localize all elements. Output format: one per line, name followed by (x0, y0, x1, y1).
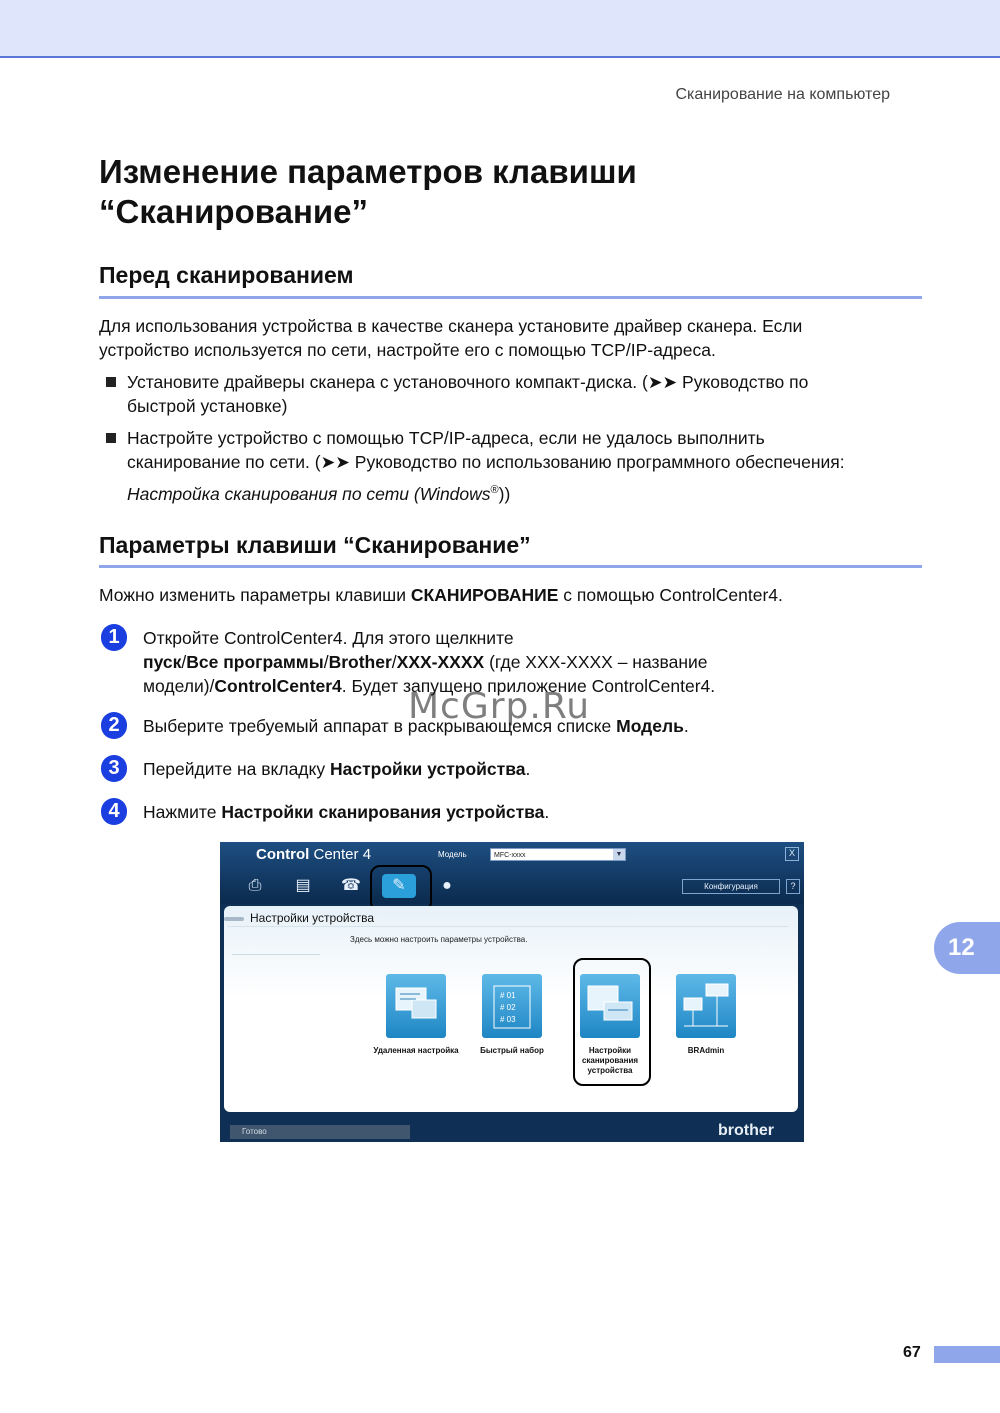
tab-support-icon[interactable]: ● (442, 877, 452, 894)
section-heading-before-scanning: Перед сканированием (99, 262, 354, 288)
watermark: McGrp.Ru (408, 686, 591, 727)
controlcenter4-screenshot (220, 842, 804, 1142)
bullet-item (106, 370, 916, 418)
panel-subtitle: Здесь можно настроить параметры устройства. (350, 935, 528, 944)
section-heading-scan-key-settings: Параметры клавиши “Сканирование” (99, 532, 531, 558)
bradmin-tile[interactable] (676, 974, 736, 1038)
step-4 (101, 800, 921, 824)
intro-bold-key: СКАНИРОВАНИЕ (410, 585, 559, 605)
step-text: Нажмите (143, 802, 222, 822)
divider (232, 954, 320, 955)
speed-dial-tile[interactable] (482, 974, 542, 1038)
bullet-item (106, 426, 916, 506)
step-text: . Будет запущено приложение ControlCenter4. (341, 676, 716, 696)
step-number: 3 (101, 755, 127, 782)
bullet-square-icon (106, 433, 116, 443)
page-title-line2: “Сканирование” (99, 193, 369, 230)
tab-device-settings-icon[interactable]: ✎ (382, 874, 416, 898)
menu-path: пуск (143, 652, 182, 672)
tab-fax-icon[interactable]: ☎ (341, 877, 361, 894)
bullet-line: Настройте устройство с помощью TCP/IP-адреса, если не удалось выполнить (127, 428, 765, 448)
divider (228, 926, 788, 927)
menu-path: Brother (328, 652, 392, 672)
page-number: 67 (903, 1344, 921, 1361)
step-text: . (544, 802, 550, 822)
speed-dial-icon (482, 974, 542, 1038)
path-separator: / (181, 652, 187, 672)
bullet-line (127, 478, 916, 506)
registered-mark: ® (490, 484, 499, 496)
tab-scan-icon[interactable]: ⎙ (248, 877, 262, 894)
tile-label: Удаленная настройка (373, 1046, 459, 1055)
step-text: модели)/ (143, 676, 215, 696)
step-bold: Настройки сканирования устройства (221, 802, 545, 822)
section2-intro (99, 583, 919, 607)
logo-rest: Center 4 (313, 846, 372, 863)
menu-path: Все программы (186, 652, 324, 672)
tile-label: Быстрый набор (480, 1046, 544, 1055)
intro-line: Для использования устройства в качестве сканера установите драйвер сканера. Если (99, 316, 803, 336)
remote-setup-tile[interactable] (386, 974, 446, 1038)
page-title-line1: Изменение параметров клавиши (99, 153, 637, 190)
step-text: Выберите требуемый аппарат в раскрывающемся списке (143, 716, 617, 736)
speed-dial-row: # 01 (500, 991, 516, 1000)
running-header: Сканирование на компьютер (675, 86, 890, 103)
step-number: 2 (101, 712, 127, 739)
status-bar (220, 1120, 804, 1142)
help-button[interactable]: ? (786, 879, 800, 894)
step-text: . (525, 759, 531, 779)
bullet-line: быстрой установке) (127, 396, 288, 416)
manual-reference: Настройка сканирования по сети (Windows (127, 483, 491, 504)
step-bold: Модель (616, 716, 684, 736)
intro-text: с помощью ControlCenter4. (558, 585, 783, 605)
step-text: (где XXX-XXXX – название (484, 652, 708, 672)
menu-path: XXX-XXXX (396, 652, 485, 672)
step-text: . (683, 716, 689, 736)
menu-path: ControlCenter4 (214, 676, 342, 696)
panel-title-bar (224, 917, 244, 921)
page-title (99, 152, 637, 232)
step-text: Перейдите на вкладку (143, 759, 330, 779)
closing-parens: )) (498, 483, 511, 504)
status-text: Готово (230, 1125, 410, 1139)
chevron-down-icon[interactable]: ▼ (613, 849, 625, 860)
device-settings-panel (224, 906, 798, 1112)
step-number: 1 (101, 624, 127, 651)
bullet-square-icon (106, 377, 116, 387)
configuration-button[interactable]: Конфигурация (682, 879, 780, 894)
page-number-bar (934, 1346, 1000, 1363)
model-label: Модель (438, 850, 467, 859)
brother-logo: brother (718, 1122, 774, 1139)
bullet-line: сканирование по сети. (➤➤ Руководство по использованию программного обеспечения: (127, 452, 845, 472)
section-rule (99, 565, 922, 568)
intro-text: Можно изменить параметры клавиши (99, 585, 411, 605)
top-band (0, 0, 1000, 58)
section-rule (99, 296, 922, 299)
path-separator: / (391, 652, 397, 672)
chapter-tab: 12 (934, 922, 1000, 974)
tab-pc-fax-icon[interactable]: ▤ (295, 877, 311, 894)
highlight-circle-tab (370, 865, 432, 912)
step-bold: Настройки устройства (329, 759, 526, 779)
tile-label: Настройки сканирования устройства (581, 1046, 639, 1075)
model-dropdown[interactable] (490, 848, 626, 861)
speed-dial-row: # 03 (500, 1015, 516, 1024)
model-value: MFC-xxxx (494, 852, 526, 859)
highlight-circle-tile (573, 958, 651, 1086)
tile-label: BRAdmin (687, 1046, 725, 1055)
remote-setup-icon (386, 974, 446, 1038)
close-button[interactable]: X (785, 847, 799, 861)
speed-dial-row: # 02 (500, 1003, 516, 1012)
step-number: 4 (101, 798, 127, 825)
cc-logo (256, 846, 371, 863)
panel-title: Настройки устройства (250, 911, 374, 925)
step-line (143, 650, 921, 674)
step-line: Откройте ControlCenter4. Для этого щелкните (143, 628, 514, 648)
intro-paragraph (99, 314, 919, 362)
intro-line: устройство используется по сети, настройте его с помощью TCP/IP-адреса. (99, 340, 716, 360)
logo-bold: Control (256, 846, 310, 863)
path-separator: / (323, 652, 329, 672)
bradmin-icon (676, 974, 736, 1038)
bullet-line: Установите драйверы сканера с установочного компакт-диска. (➤➤ Руководство по (127, 372, 809, 392)
step-3 (101, 757, 921, 781)
